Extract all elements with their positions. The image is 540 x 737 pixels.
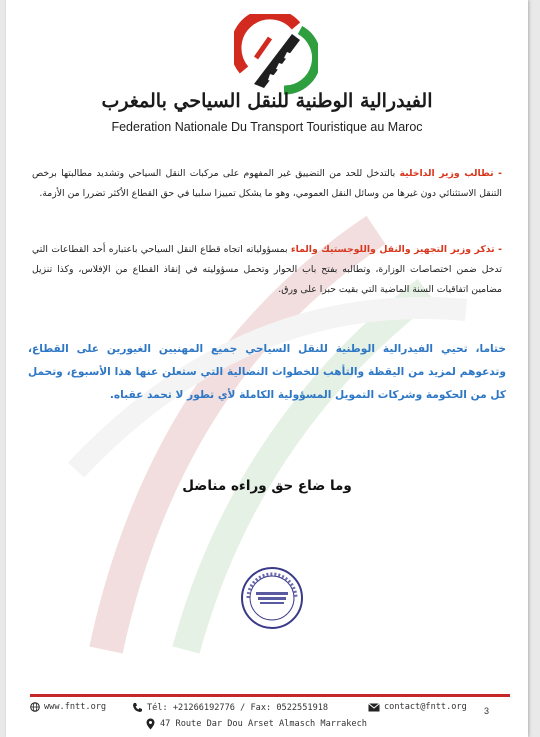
email-text: contact@fntt.org [384, 702, 467, 712]
fntt-logo [234, 14, 318, 98]
org-name-french: Federation Nationale Du Transport Touristique au Maroc [111, 120, 423, 134]
footer-rule [30, 694, 510, 697]
closing-paragraph: ختاما، تحيي الفيدرالية الوطنية للنقل السياحي جميع المهنيين الغيورين على القطاع، وتدعوهم لمزيد من اليقظة والتأهب للخطوات النضالية التي ستعلن عنها هذا الأسبوع، وتحمل كل من الحكومة وشركات التمويل المسؤولية الكاملة لأي تطور لا تحمد عقباه. [28, 343, 506, 401]
footer-contacts [6, 702, 528, 716]
slogan: وما ضاع حق وراءه مناضل [182, 478, 352, 494]
footer-address [146, 718, 367, 730]
paragraph-transport-minister [32, 240, 502, 300]
page-number: 3 [484, 706, 490, 716]
official-stamp [240, 566, 304, 630]
envelope-icon [368, 703, 380, 712]
paragraph-highlight: - تذكر وزير التجهيز والنقل واللوجستيك والماء [290, 244, 502, 255]
footer-phone-fax [132, 702, 328, 713]
document-page [6, 0, 528, 737]
address-text: 47 Route Dar Dou Arset Almasch Marrakech [160, 719, 367, 729]
footer-website[interactable] [30, 702, 106, 712]
paragraph-text: بمسؤولياته اتجاه قطاع النقل السياحي باعتباره أحد القطاعات التي تدخل ضمن اختصاصات الوزارة، وتطالبه بفتح باب الحوار وتحمل مسؤوليته في إنقاذ القطاع من الإفلاس، وكذا تنزيل مضامين اتفاقيات السنة الماضية التي بقيت حبرا على ورق. [32, 244, 502, 295]
paragraph-interior-minister [32, 164, 502, 204]
phone-icon [132, 702, 143, 713]
org-name-arabic: الفيدرالية الوطنية للنقل السياحي بالمغرب [101, 90, 433, 112]
footer-email[interactable] [368, 702, 467, 712]
paragraph-highlight: - تطالب وزير الداخلية [399, 168, 502, 179]
website-text: www.fntt.org [44, 702, 107, 712]
phone-fax-text: Tél: +212661927​76 / Fax: 0522551918 [147, 702, 329, 713]
map-pin-icon [146, 718, 155, 730]
globe-icon [30, 702, 40, 712]
paragraph-text: بالتدخل للحد من التضييق غير المفهوم على مركبات النقل السياحي وتشديد مطالبتها برخص التنقل الاستثنائي دون غيرها من وسائل النقل العمومي، وهو ما يشكل تمييزا سلبيا في حق القطاع الأكثر تضررا من الأزمة. [32, 168, 502, 199]
